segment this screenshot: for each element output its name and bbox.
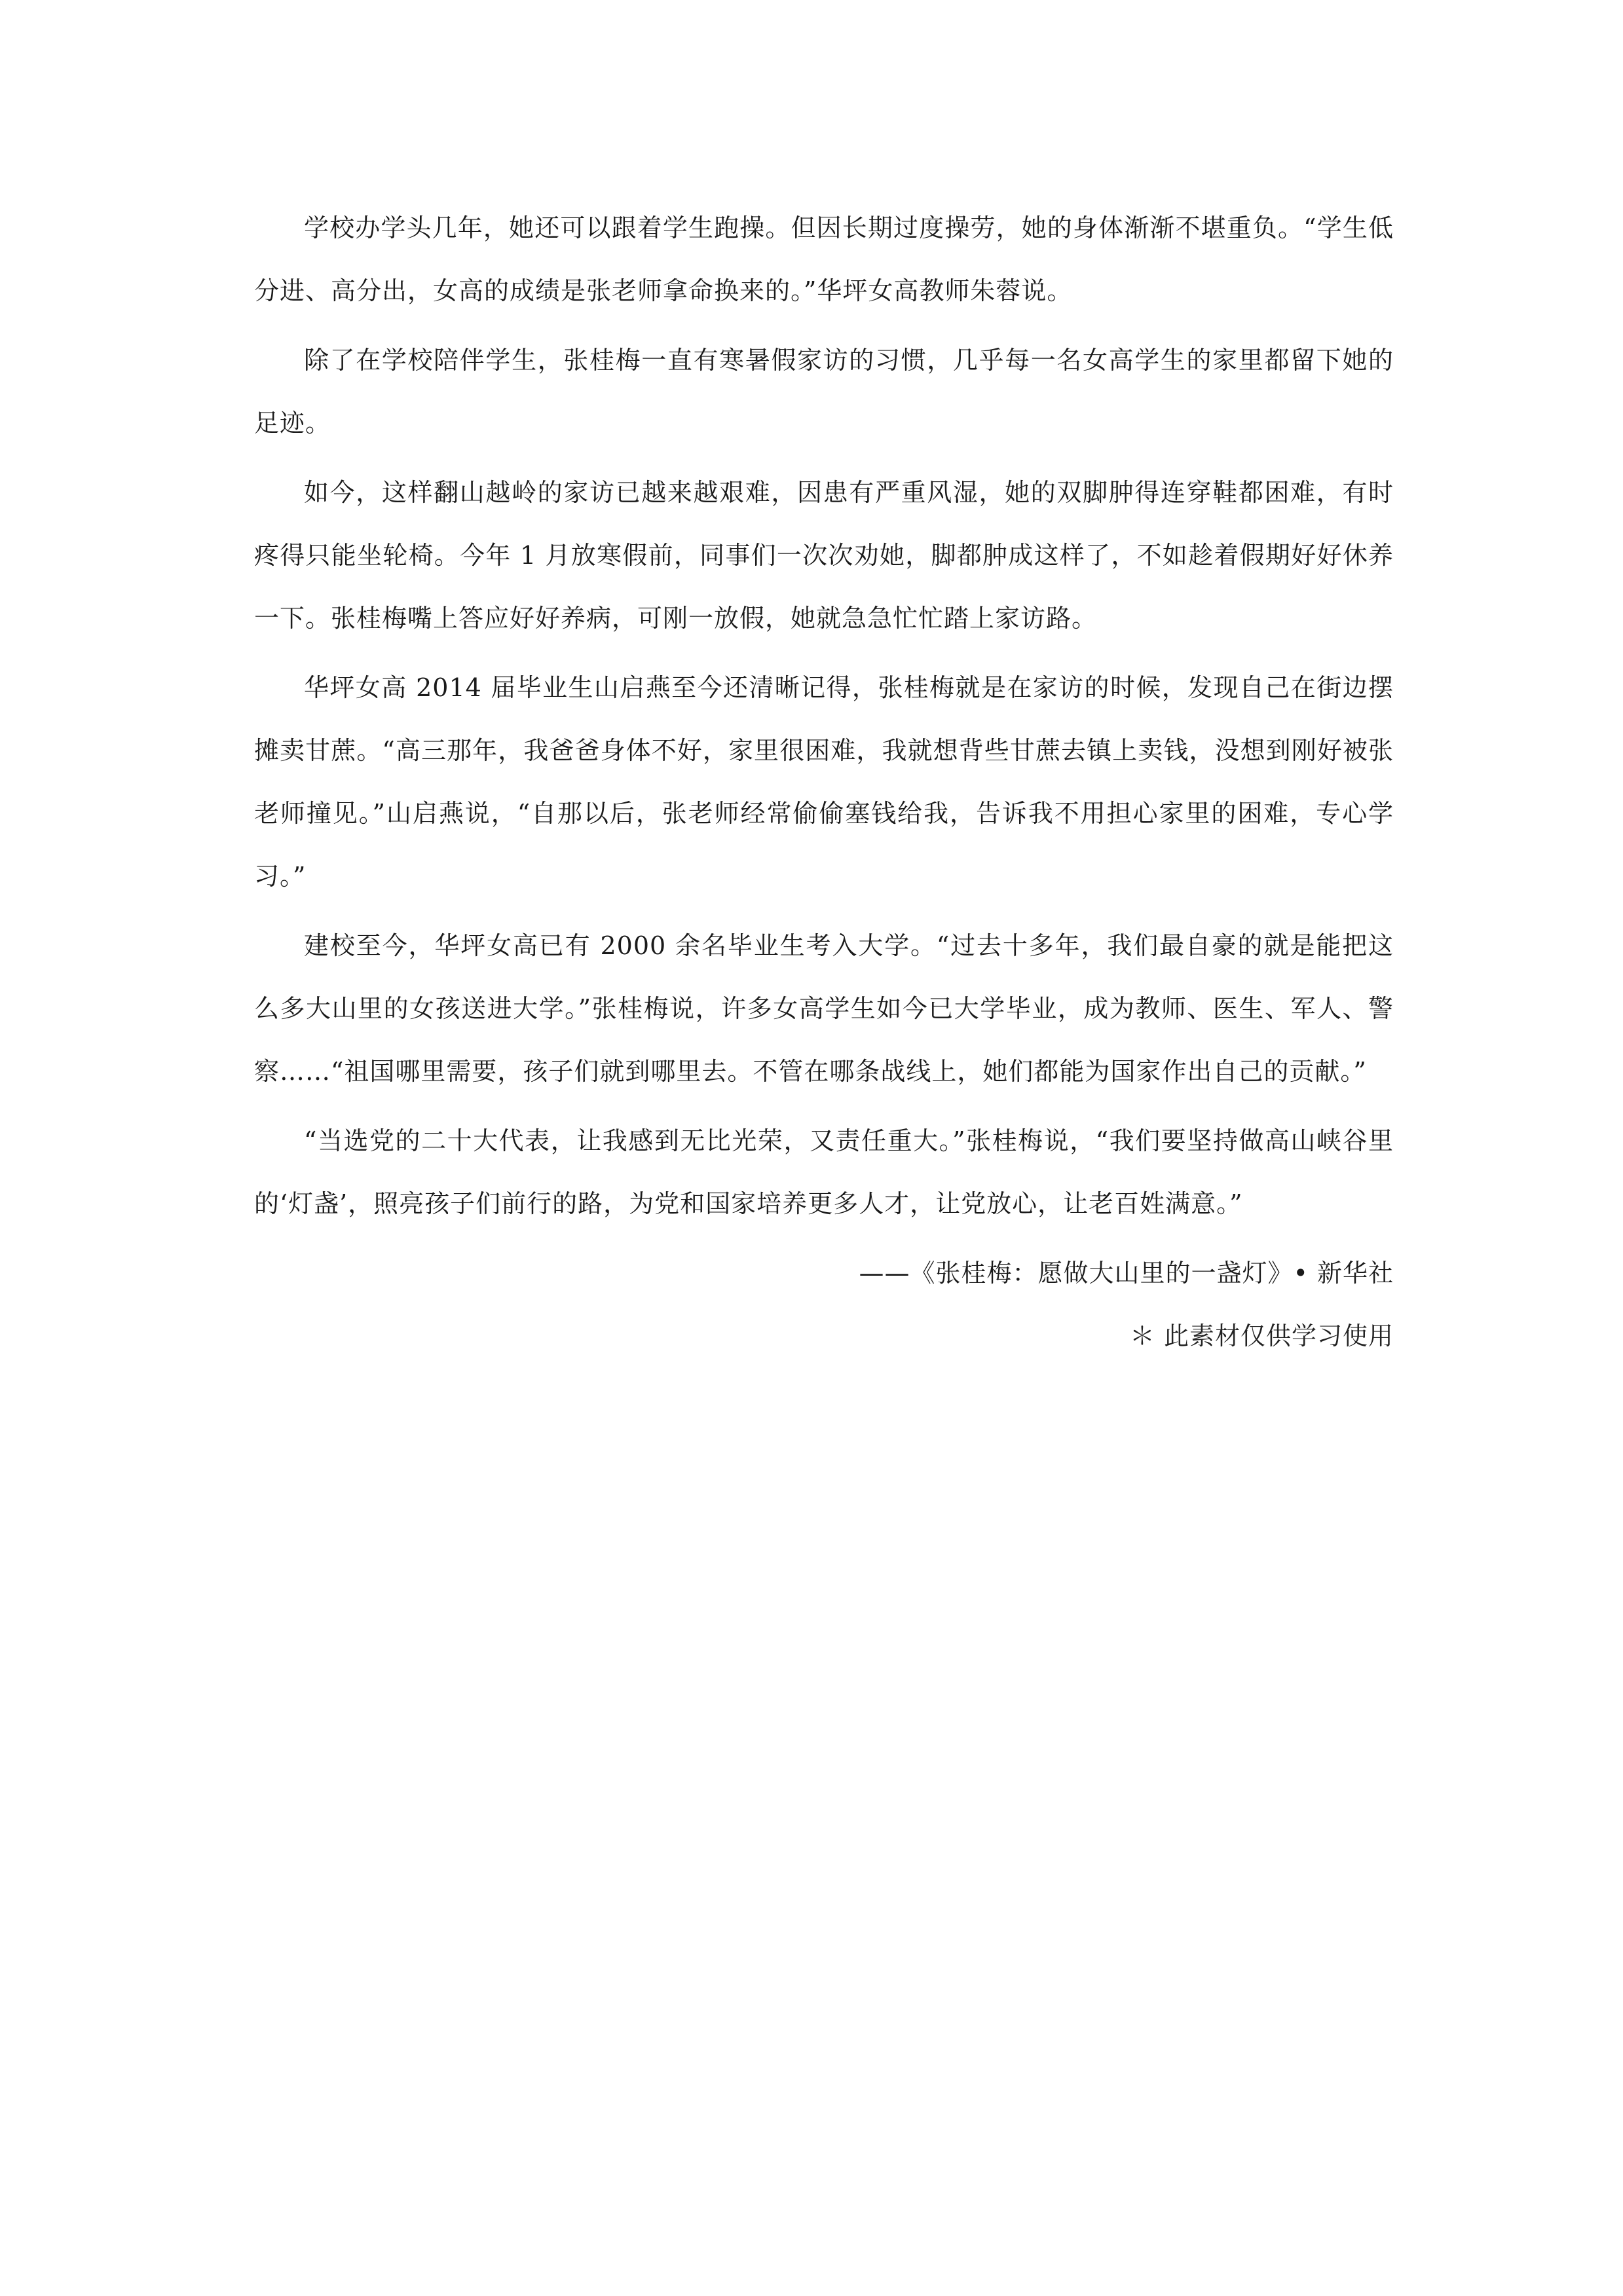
paragraph-2: 除了在学校陪伴学生，张桂梅一直有寒暑假家访的习惯，几乎每一名女高学生的家里都留下她的足迹。 [254,346,1394,437]
paragraph-4: 华坪女高 2014 届毕业生山启燕至今还清晰记得，张桂梅就是在家访的时候，发现自己在街边摆摊卖甘蔗。“高三那年，我爸爸身体不好，家里很困难，我就想背些甘蔗去镇上卖钱，没想到刚好被张老师撞见。”山启燕说，“自那以后，张老师经常偷偷塞钱给我，告诉我不用担心家里的困难，专心学习。” [254,673,1394,891]
article-body [254,196,1394,1367]
source-citation: ——《张桂梅：愿做大山里的一盏灯》• 新华社 [859,1259,1394,1287]
paragraph-6: “当选党的二十大代表，让我感到无比光荣，又责任重大。”张桂梅说，“我们要坚持做高山峡谷里的‘灯盏’，照亮孩子们前行的路，为党和国家培养更多人才，让党放心，让老百姓满意。” [254,1126,1394,1218]
paragraph-1: 学校办学头几年，她还可以跟着学生跑操。但因长期过度操劳，她的身体渐渐不堪重负。“学生低分进、高分出，女高的成绩是张老师拿命换来的。”华坪女高教师朱蓉说。 [254,213,1394,305]
paragraph-5: 建校至今，华坪女高已有 2000 余名毕业生考入大学。“过去十多年，我们最自豪的就是能把这么多大山里的女孩送进大学。”张桂梅说，许多女高学生如今已大学毕业，成为教师、医生、军人、警察……“祖国哪里需要，孩子们就到哪里去。不管在哪条战线上，她们都能为国家作出自己的贡献。” [254,931,1394,1086]
paragraph-3: 如今，这样翻山越岭的家访已越来越艰难，因患有严重风湿，她的双脚肿得连穿鞋都困难，有时疼得只能坐轮椅。今年 1 月放寒假前，同事们一次次劝她，脚都肿成这样了，不如趁着假期好好休养一下。张桂梅嘴上答应好好养病，可刚一放假，她就急急忙忙踏上家访路。 [254,478,1394,633]
usage-note: ＊ 此素材仅供学习使用 [1129,1322,1394,1350]
